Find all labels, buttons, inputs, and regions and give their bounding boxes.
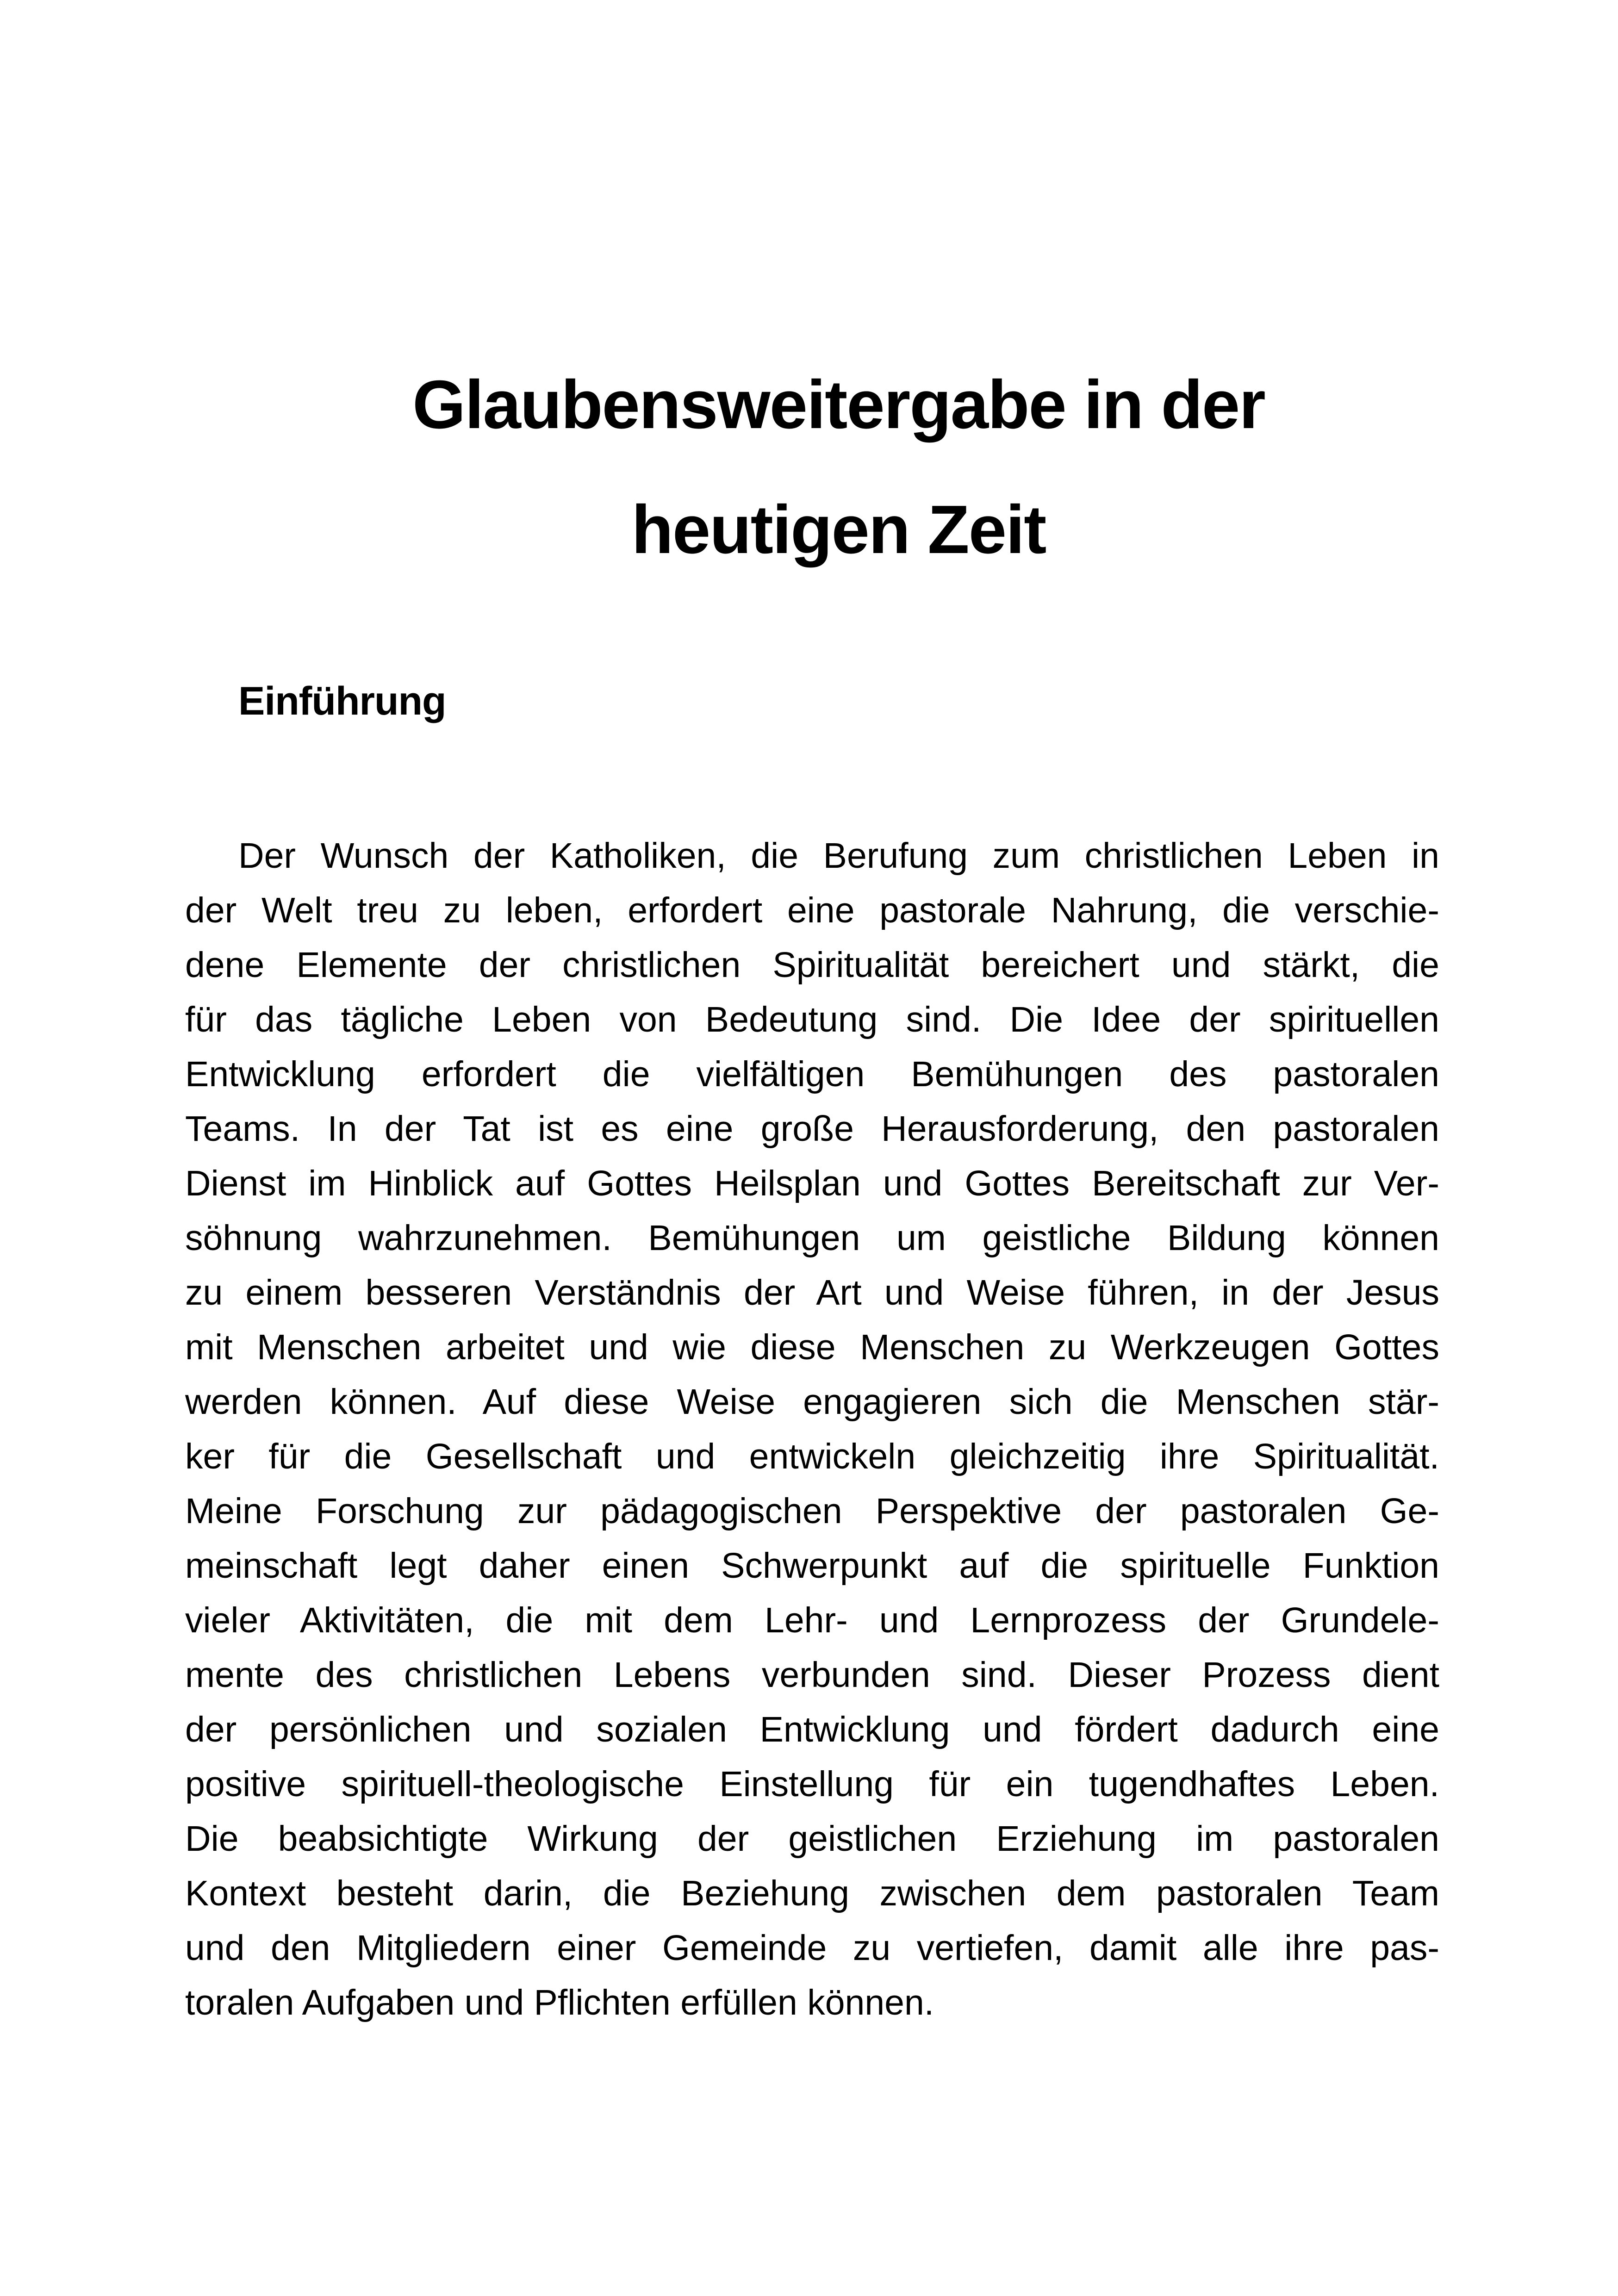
section-heading: Einführung bbox=[238, 679, 446, 723]
paragraph-line: Entwicklung erfordert die vielfältigen Bemühungen des pastoralen bbox=[185, 1054, 1439, 1094]
paragraph-line: Die beabsichtigte Wirkung der geistlichen Erziehung im pastoralen bbox=[185, 1819, 1439, 1859]
paragraph-line: werden können. Auf diese Weise engagieren sich die Menschen stär- bbox=[185, 1382, 1439, 1422]
paragraph-line: mente des christlichen Lebens verbunden sind. Dieser Prozess dient bbox=[185, 1655, 1439, 1695]
paragraph-line: und den Mitgliedern einer Gemeinde zu vertiefen, damit alle ihre pas- bbox=[185, 1928, 1439, 1968]
paragraph-line: toralen Aufgaben und Pflichten erfüllen können. bbox=[185, 1983, 934, 2022]
paragraph-line: der persönlichen und sozialen Entwicklung und fördert dadurch eine bbox=[185, 1710, 1439, 1749]
paragraph-line: Der Wunsch der Katholiken, die Berufung zum christlichen Leben in bbox=[238, 836, 1439, 876]
page-title bbox=[185, 342, 1492, 592]
title-line-1: Glaubensweitergabe in der bbox=[412, 367, 1265, 443]
paragraph-line: positive spirituell-theologische Einstellung für ein tugendhaftes Leben. bbox=[185, 1764, 1439, 1804]
paragraph-line: Teams. In der Tat ist es eine große Herausforderung, den pastoralen bbox=[185, 1109, 1439, 1149]
paragraph-line: zu einem besseren Verständnis der Art und Weise führen, in der Jesus bbox=[185, 1273, 1439, 1313]
paragraph-line: meinschaft legt daher einen Schwerpunkt auf die spirituelle Funktion bbox=[185, 1546, 1439, 1586]
paragraph-line: Meine Forschung zur pädagogischen Perspektive der pastoralen Ge- bbox=[185, 1491, 1439, 1531]
paragraph-line: der Welt treu zu leben, erfordert eine pastorale Nahrung, die verschie- bbox=[185, 890, 1439, 930]
body-paragraph bbox=[185, 828, 1439, 2030]
paragraph-line: ker für die Gesellschaft und entwickeln gleichzeitig ihre Spiritualität. bbox=[185, 1437, 1439, 1476]
paragraph-line: mit Menschen arbeitet und wie diese Menschen zu Werkzeugen Gottes bbox=[185, 1327, 1439, 1367]
title-line-2: heutigen Zeit bbox=[631, 492, 1046, 568]
paragraph-line: söhnung wahrzunehmen. Bemühungen um geistliche Bildung können bbox=[185, 1218, 1439, 1258]
paragraph-line: dene Elemente der christlichen Spiritualität bereichert und stärkt, die bbox=[185, 945, 1439, 985]
paragraph-line: Kontext besteht darin, die Beziehung zwischen dem pastoralen Team bbox=[185, 1873, 1439, 1913]
paragraph-line: vieler Aktivitäten, die mit dem Lehr- und Lernprozess der Grundele- bbox=[185, 1600, 1439, 1640]
paragraph-line: für das tägliche Leben von Bedeutung sind. Die Idee der spirituellen bbox=[185, 1000, 1439, 1039]
paragraph-line: Dienst im Hinblick auf Gottes Heilsplan und Gottes Bereitschaft zur Ver- bbox=[185, 1164, 1439, 1203]
